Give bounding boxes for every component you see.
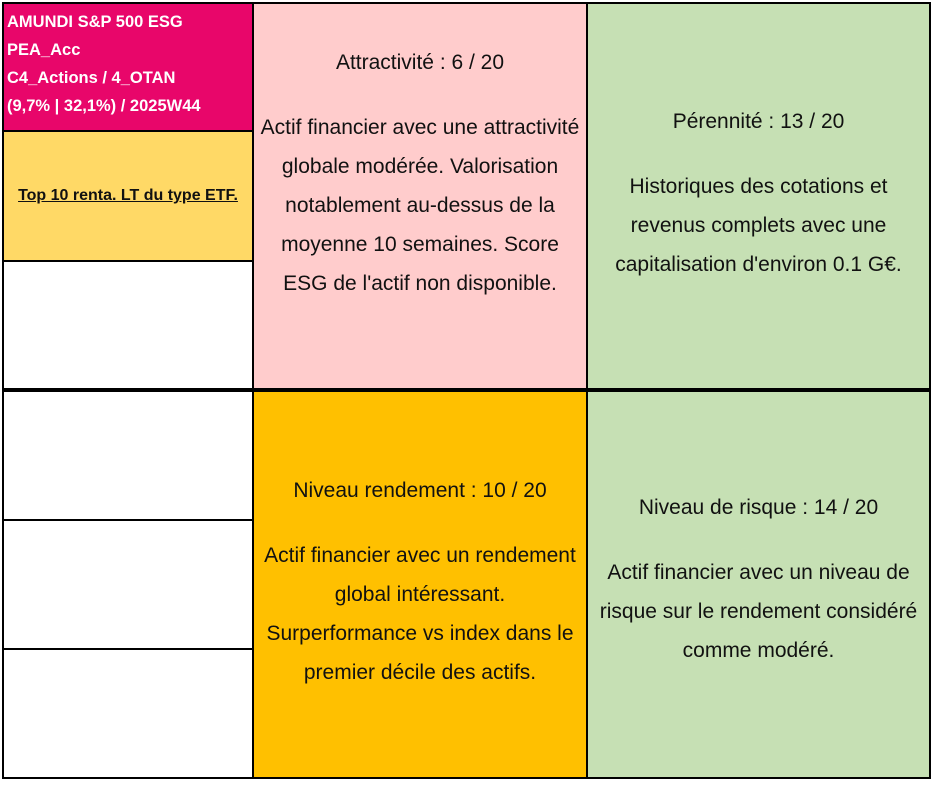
risque-text: Actif financier avec un niveau de risque sur le rendement considéré comme modéré. xyxy=(599,561,918,662)
ranking-label: Top 10 renta. LT du type ETF. xyxy=(18,187,238,204)
empty-cell-4 xyxy=(2,648,254,779)
asset-name: AMUNDI S&P 500 ESG xyxy=(7,13,183,31)
attractivite-cell xyxy=(252,2,588,390)
asset-title-cell xyxy=(2,2,254,132)
empty-cell-2 xyxy=(2,390,254,521)
asset-share-class: PEA_Acc xyxy=(7,41,81,59)
ranking-cell xyxy=(2,130,254,262)
perennite-cell xyxy=(586,2,931,390)
risque-cell xyxy=(586,390,931,779)
attractivite-text: Actif financier avec une attractivité globale modérée. Valorisation notablement au-dessus de la moyenne 10 semaines. Score ESG de l'actif non disponible. xyxy=(260,116,580,295)
perennite-text: Historiques des cotations et revenus complets avec une capitalisation d'environ 0.1 G€. xyxy=(615,175,902,276)
risque-title: Niveau de risque : 14 / 20 xyxy=(638,496,879,519)
asset-performance: (9,7% | 32,1%) / 2025W44 xyxy=(7,97,201,115)
attractivite-title: Attractivité : 6 / 20 xyxy=(335,51,505,74)
rendement-title: Niveau rendement : 10 / 20 xyxy=(293,479,547,502)
perennite-title: Pérennité : 13 / 20 xyxy=(672,110,845,133)
rendement-text: Actif financier avec un rendement global intéressant. Surperformance vs index dans le premier décile des actifs. xyxy=(264,544,576,684)
empty-cell-1 xyxy=(2,260,254,390)
rendement-cell xyxy=(252,390,588,779)
empty-cell-3 xyxy=(2,519,254,650)
asset-category: C4_Actions / 4_OTAN xyxy=(7,69,176,87)
